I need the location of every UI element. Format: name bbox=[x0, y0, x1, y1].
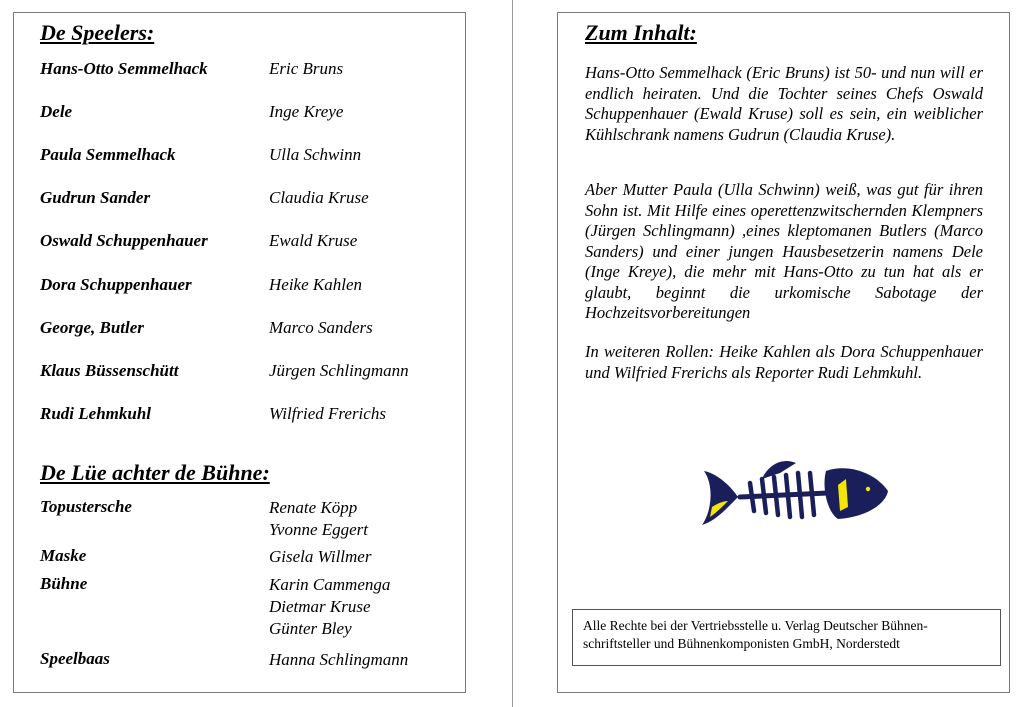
crew-heading: De Lüe achter de Bühne: bbox=[40, 460, 270, 485]
cast-row bbox=[40, 145, 460, 167]
crew-names bbox=[269, 497, 368, 541]
fish-eye bbox=[866, 487, 870, 491]
cast-actor: Marco Sanders bbox=[269, 318, 373, 337]
cast-row bbox=[40, 361, 460, 383]
cast-role: Paula Semmelhack bbox=[40, 145, 176, 164]
crew-name: Hanna Schlingmann bbox=[269, 650, 409, 669]
cast-row bbox=[40, 59, 460, 81]
cast-actor: Claudia Kruse bbox=[269, 188, 369, 207]
crew-role: Maske bbox=[40, 546, 87, 565]
cast-actor: Wilfried Frerichs bbox=[269, 404, 386, 423]
copyright-notice bbox=[572, 609, 1001, 666]
content-heading: Zum Inhalt: bbox=[585, 20, 697, 45]
cast-role: Dora Schuppenhauer bbox=[40, 275, 192, 294]
crew-role: Speelbaas bbox=[40, 649, 110, 668]
copyright-line: Alle Rechte bei der Vertriebsstelle u. Verlag Deutscher Bühnen- bbox=[583, 618, 928, 633]
cast-role: Dele bbox=[40, 102, 73, 121]
cast-role: Gudrun Sander bbox=[40, 188, 151, 207]
cast-role: Oswald Schuppenhauer bbox=[40, 231, 208, 250]
cast-row bbox=[40, 318, 460, 340]
cast-actor: Inge Kreye bbox=[269, 102, 344, 121]
fish-dorsal-fin bbox=[762, 461, 796, 479]
fish-skeleton-icon bbox=[698, 451, 898, 537]
crew-name: Günter Bley bbox=[269, 619, 352, 638]
content-paragraph: Aber Mutter Paula (Ulla Schwinn) weiß, was gut für ihren Sohn ist. Mit Hilfe eines operettenzwitschernden Klempners (Jürgen Schlingmann) ,eines kleptomanen Butlers (Marco Sanders) und einer jungen Hausbesetzerin namens Dele (Inge Kreye), die mehr mit Hans-Otto zu tun hat als er glaubt, beginnt die urkomische Sabotage der Hochzeitsvorbereitungen bbox=[585, 180, 983, 322]
crew-names bbox=[269, 649, 408, 671]
cast-heading: De Speelers: bbox=[40, 20, 155, 45]
cast-actor: Ulla Schwinn bbox=[269, 145, 362, 164]
crew-name: Karin Cammenga bbox=[269, 575, 391, 594]
cast-actor: Heike Kahlen bbox=[269, 275, 362, 294]
cast-row bbox=[40, 404, 460, 426]
cast-role: Rudi Lehmkuhl bbox=[40, 404, 152, 423]
cast-role: Hans-Otto Semmelhack bbox=[40, 59, 208, 78]
crew-name: Yvonne Eggert bbox=[269, 520, 369, 539]
cast-actor: Jürgen Schlingmann bbox=[269, 361, 409, 380]
copyright-line: schriftsteller und Bühnenkomponisten GmbH, Norderstedt bbox=[583, 636, 900, 651]
crew-role: Bühne bbox=[40, 574, 88, 593]
content-paragraph: Hans-Otto Semmelhack (Eric Bruns) ist 50- und nun will er endlich heiraten. Und die Tochter seines Chefs Oswald Schuppenhauer (Ewald Kruse) soll es sein, ein weiblicher Kühlschrank namens Gudrun (Claudia Kruse). bbox=[585, 63, 983, 144]
page-fold-divider bbox=[512, 0, 513, 707]
content-panel bbox=[557, 12, 1010, 693]
cast-role: George, Butler bbox=[40, 318, 144, 337]
cast-role: Klaus Büssenschütt bbox=[40, 361, 179, 380]
content-paragraph: In weiteren Rollen: Heike Kahlen als Dora Schuppenhauer und Wilfried Frerichs als Reporter Rudi Lehmkuhl. bbox=[585, 342, 983, 382]
cast-row bbox=[40, 188, 460, 210]
cast-row bbox=[40, 275, 460, 297]
crew-names bbox=[269, 574, 390, 640]
crew-name: Dietmar Kruse bbox=[269, 597, 371, 616]
crew-role: Topustersche bbox=[40, 497, 132, 516]
cast-actor: Eric Bruns bbox=[269, 59, 344, 78]
cast-row bbox=[40, 102, 460, 124]
crew-name: Renate Köpp bbox=[269, 498, 358, 517]
cast-actor: Ewald Kruse bbox=[269, 231, 358, 250]
cast-row bbox=[40, 231, 460, 253]
crew-names bbox=[269, 546, 371, 568]
crew-name: Gisela Willmer bbox=[269, 547, 372, 566]
fish-tail bbox=[702, 471, 738, 525]
cast-panel bbox=[13, 12, 466, 693]
fish-head bbox=[825, 468, 889, 519]
